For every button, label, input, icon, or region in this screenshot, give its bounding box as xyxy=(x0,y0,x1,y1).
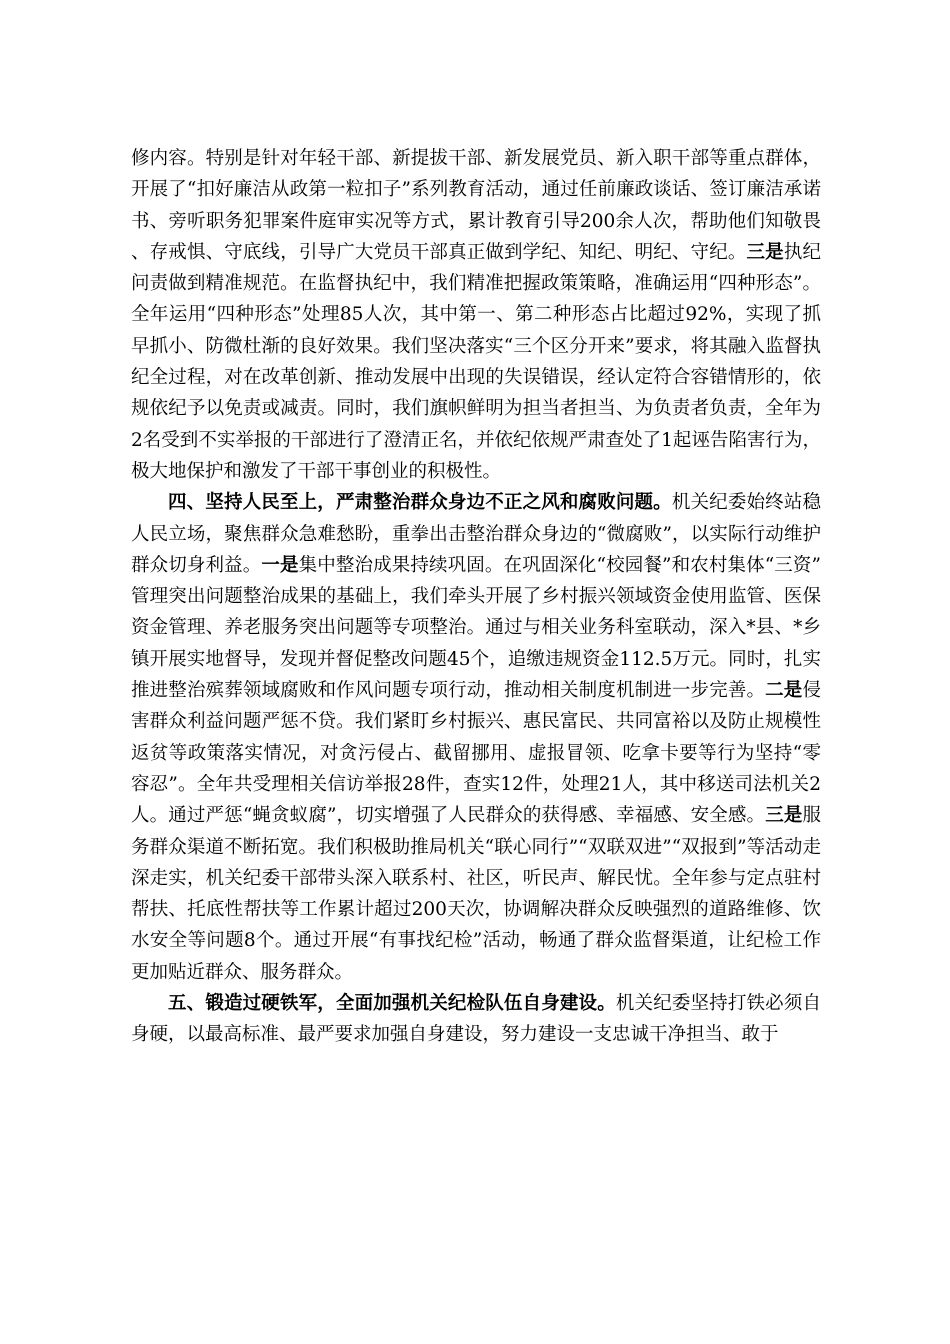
emphasis-label: 三是 xyxy=(765,805,803,827)
section-heading: 四、坚持人民至上，严肃整治群众身边不正之风和腐败问题。 xyxy=(168,492,672,514)
paragraph-text: 机关纪委始终站稳人民立场，聚焦群众急难愁盼，重拳出击整治群众身边的“微腐败”，以实际行动维护群众切身利益。 xyxy=(131,492,821,576)
section-heading: 五、锻造过硬铁军，全面加强机关纪检队伍自身建设。 xyxy=(168,993,616,1015)
emphasis-label: 一是 xyxy=(261,554,299,576)
paragraph-text: 修内容。特别是针对年轻干部、新提拔干部、新发展党员、新入职干部等重点群体，开展了“扣好廉洁从政第一粒扣子”系列教育活动，通过任前廉政谈话、签订廉洁承诺书、旁听职务犯罪案件庭审实况等方式，累计教育引导200余人次，帮助他们知敬畏、存戒惧、守底线，引导广大党员干部真正做到学纪、知纪、明纪、守纪。 xyxy=(131,148,821,263)
document-page xyxy=(131,143,821,1051)
paragraph-text: 机关纪委坚持打铁必须自身硬，以最高标准、最严要求加强自身建设，努力建设一支忠诚干净担当、敢于 xyxy=(131,993,821,1046)
paragraph-text: 集中整治成果持续巩固。在巩固深化“校园餐”和农村集体“三资”管理突出问题整治成果的基础上，我们牵头开展了乡村振兴领域资金使用监管、医保资金管理、养老服务突出问题等专项整治。通过与相关业务科室联动，深入*县、*乡镇开展实地督导，发现并督促整改问题45个，追缴违规资金112.5万元。同时，扎实推进整治殡葬领域腐败和作风问题专项行动，推动相关制度机制进一步完善。 xyxy=(131,554,821,702)
emphasis-label: 三是 xyxy=(746,241,784,263)
paragraph-section-five xyxy=(131,988,821,1051)
paragraph-text: 侵害群众利益问题严惩不贷。我们紧盯乡村振兴、惠民富民、共同富裕以及防止规模性返贫等政策落实情况，对贪污侵占、截留挪用、虚报冒领、吃拿卡要等行为坚持“零容忍”。全年共受理相关信访举报28件，查实12件，处理21人，其中移送司法机关2人。通过严惩“蝇贪蚁腐”，切实增强了人民群众的获得感、幸福感、安全感。 xyxy=(131,680,821,827)
paragraph-text: 服务群众渠道不断拓宽。我们积极助推局机关“联心同行”“双联双进”“双报到”等活动走深走实，机关纪委干部带头深入联系村、社区，听民声、解民忧。全年参与定点驻村帮扶、托底性帮扶等工作累计超过200天次，协调解决群众反映强烈的道路维修、饮水安全等问题8个。通过开展“有事找纪检”活动，畅通了群众监督渠道，让纪检工作更加贴近群众、服务群众。 xyxy=(131,805,821,983)
paragraph-section-four xyxy=(131,487,821,988)
paragraph-text: 执纪问责做到精准规范。在监督执纪中，我们精准把握政策策略，准确运用“四种形态”。全年运用“四种形态”处理85人次，其中第一、第二种形态占比超过92%，实现了抓早抓小、防微杜渐的良好效果。我们坚决落实“三个区分开来”要求，将其融入监督执纪全过程，对在改革创新、推动发展中出现的失误错误，经认定符合容错情形的，依规依纪予以免责或减责。同时，我们旗帜鲜明为担当者担当、为负责者负责，全年为2名受到不实举报的干部进行了澄清正名，并依纪依规严肃查处了1起诬告陷害行为，极大地保护和激发了干部干事创业的积极性。 xyxy=(131,241,821,482)
emphasis-label: 二是 xyxy=(765,680,803,702)
paragraph-discipline-enforcement xyxy=(131,143,821,487)
